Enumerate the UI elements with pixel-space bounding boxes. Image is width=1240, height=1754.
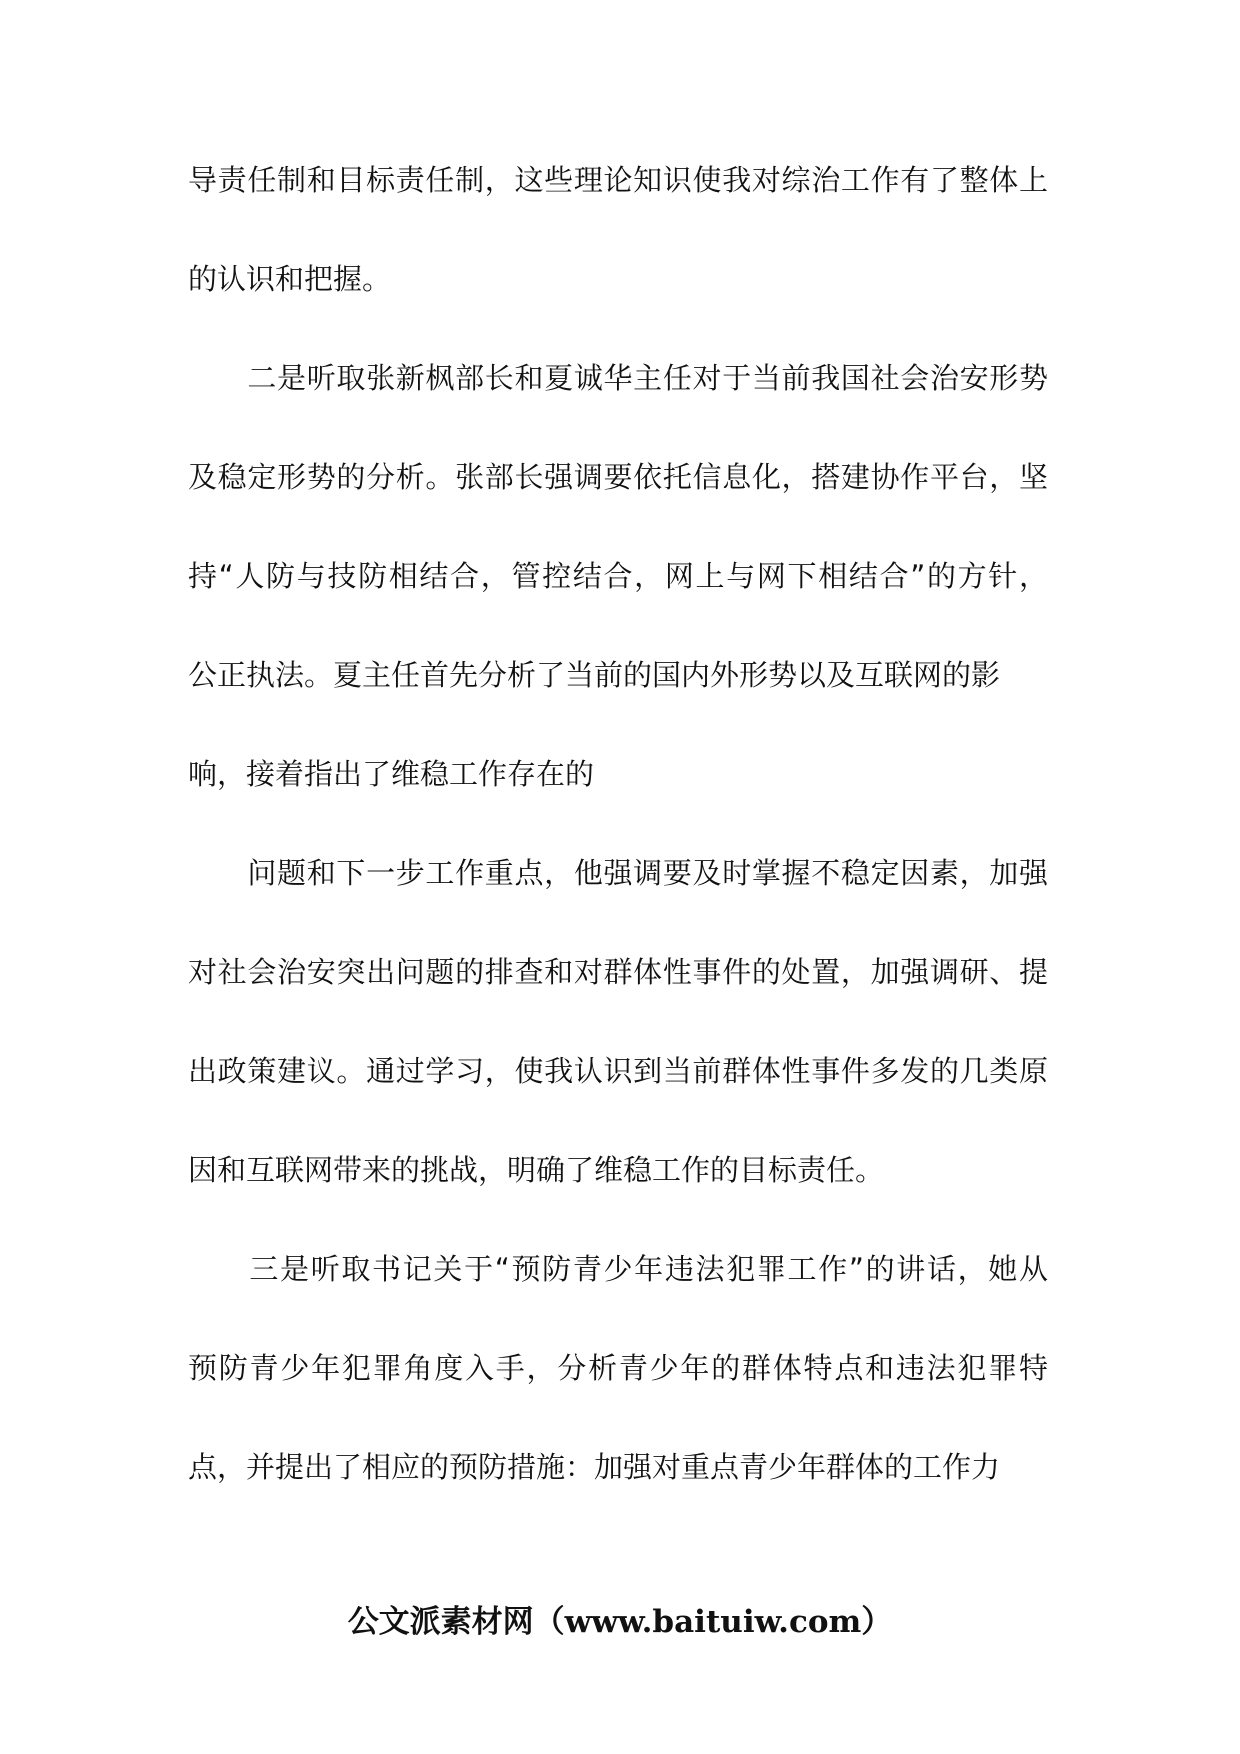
text-line: 持“人防与技防相结合，管控结合，网上与网下相结合”的方针， xyxy=(188,559,1048,593)
text-line: 因和互联网带来的挑战，明确了维稳工作的目标责任。 xyxy=(188,1153,885,1187)
text-line: 的认识和把握。 xyxy=(188,262,392,296)
text-line: 预防青少年犯罪角度入手，分析青少年的群体特点和违法犯罪特 xyxy=(188,1351,1048,1385)
text-line: 导责任制和目标责任制，这些理论知识使我对综治工作有了整体上 xyxy=(188,163,1048,197)
text-line: 问题和下一步工作重点，他强调要及时掌握不稳定因素，加强 xyxy=(188,856,1048,890)
text-line: 点，并提出了相应的预防措施：加强对重点青少年群体的工作力 xyxy=(188,1450,1001,1484)
text-line: 出政策建议。通过学习，使我认识到当前群体性事件多发的几类原 xyxy=(188,1054,1048,1088)
footer-watermark: 公文派素材网（www.baituiw.com） xyxy=(347,1604,893,1640)
text-line: 二是听取张新枫部长和夏诚华主任对于当前我国社会治安形势 xyxy=(188,361,1048,395)
text-line: 响，接着指出了维稳工作存在的 xyxy=(188,757,595,791)
text-line: 公正执法。夏主任首先分析了当前的国内外形势以及互联网的影 xyxy=(188,658,1001,692)
text-line: 及稳定形势的分析。张部长强调要依托信息化，搭建协作平台，坚 xyxy=(188,460,1048,494)
text-line: 对社会治安突出问题的排查和对群体性事件的处置，加强调研、提 xyxy=(188,955,1048,989)
body-text xyxy=(188,160,1048,1546)
text-line: 三是听取书记关于“预防青少年违法犯罪工作”的讲话，她从 xyxy=(188,1252,1048,1286)
